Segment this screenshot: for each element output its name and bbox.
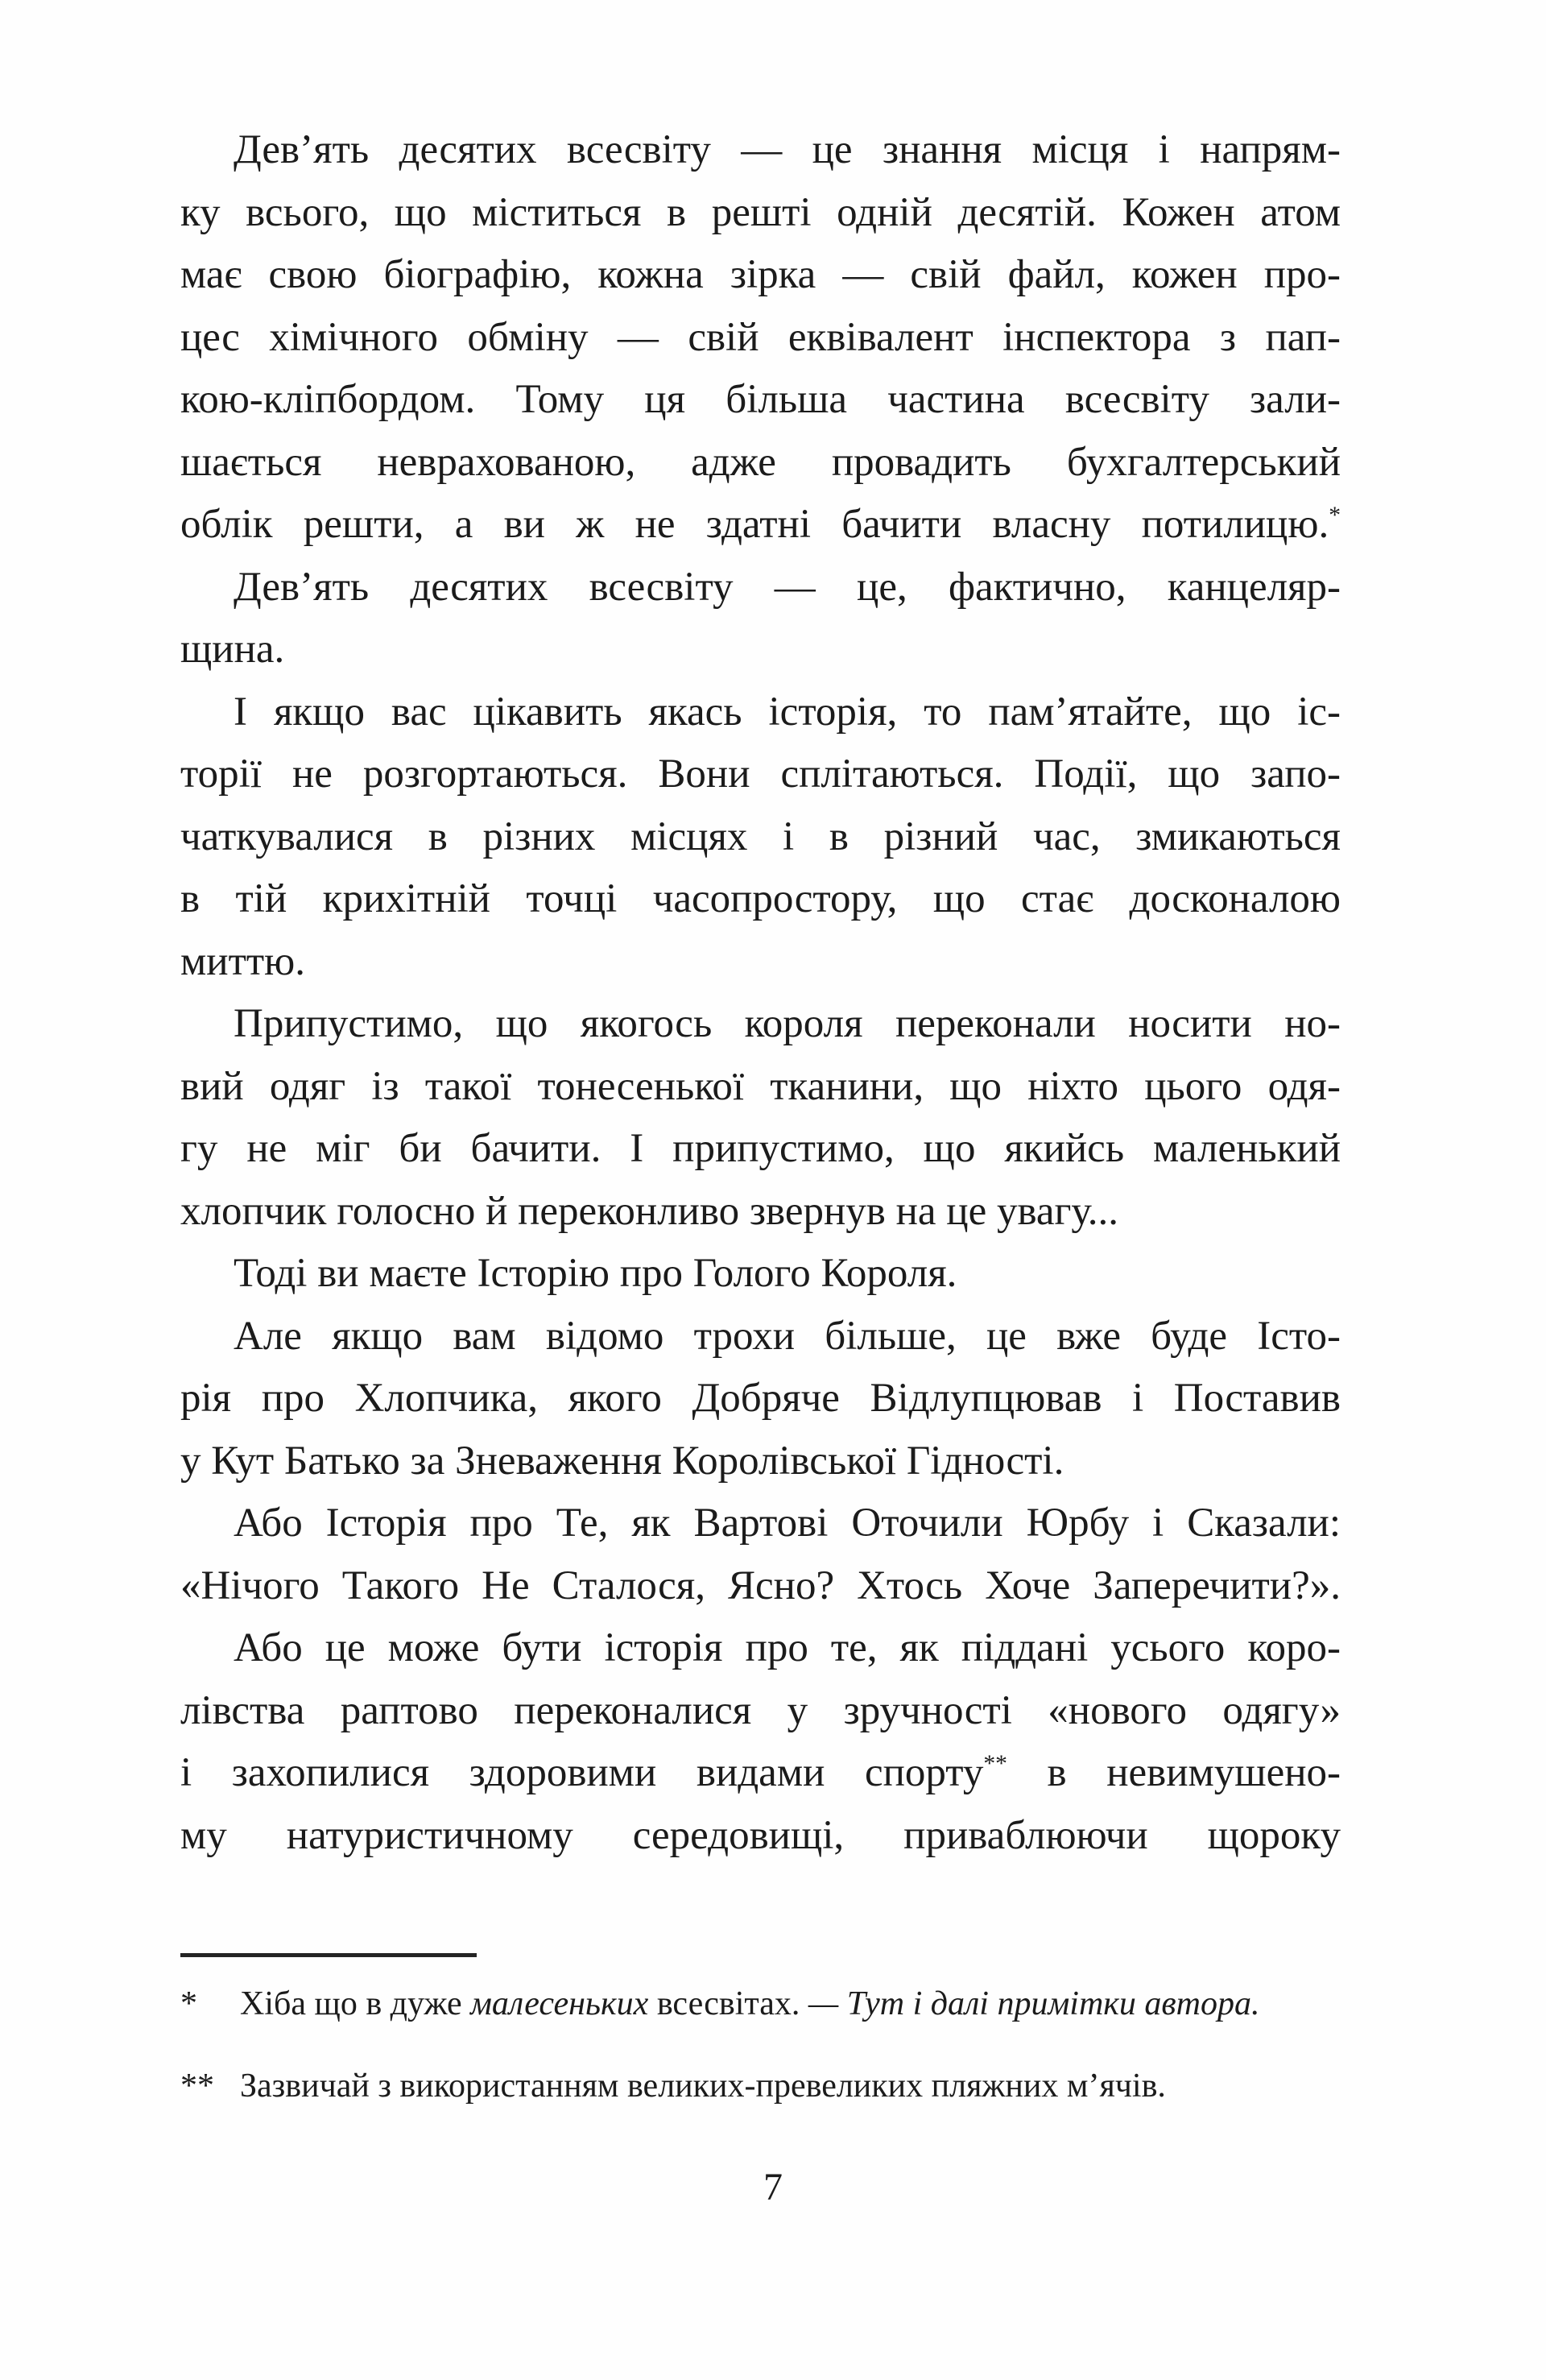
paragraph xyxy=(180,1617,1341,1867)
text-line xyxy=(180,1555,1341,1618)
text-segment: всесвітах. xyxy=(648,1985,808,2022)
text-line xyxy=(180,868,1341,931)
text-segment: хлопчик голосно й переконливо звернув на це увагу... xyxy=(180,1188,1119,1234)
text-segment: облік решти, а ви ж не здатні бачити власну потилицю. xyxy=(180,502,1329,547)
text-line xyxy=(180,557,1341,619)
text-segment: має свою біографію, кожна зірка — свій файл, кожен про- xyxy=(180,252,1341,297)
text-line xyxy=(180,307,1341,370)
text-segment: Дев’ять десятих всесвіту — це знання місця і напрям- xyxy=(234,127,1341,172)
paragraph xyxy=(180,681,1341,994)
text-segment: миттю. xyxy=(180,938,305,984)
text-segment: Або це може бути історія про те, як піддані усього коро- xyxy=(234,1625,1341,1670)
text-line xyxy=(180,681,1341,744)
text-line xyxy=(180,494,1341,557)
text-segment: І якщо вас цікавить якась історія, то пам’ятайте, що іс- xyxy=(234,689,1341,735)
paragraph xyxy=(180,119,1341,557)
text-line xyxy=(180,1742,1341,1805)
footnote-marker: ** xyxy=(180,2067,214,2105)
text-segment: Припустимо, що якогось короля переконали носити но- xyxy=(234,1001,1341,1046)
text-line xyxy=(180,619,1341,681)
text-segment: Зазвичай з використанням великих-превеликих пляжних м’ячів. xyxy=(240,2067,1166,2105)
footnote-marker: * xyxy=(180,1985,197,2022)
text-segment: вий одяг із такої тонесенької тканини, що ніхто цього одя- xyxy=(180,1063,1341,1109)
italic-text: малесеньких xyxy=(470,1985,649,2022)
text-segment: рія про Хлопчика, якого Добряче Відлупцював і Поставив xyxy=(180,1376,1341,1421)
text-line xyxy=(180,743,1341,806)
text-segment: кою-кліпбордом. Тому ця більша частина всесвіту зали- xyxy=(180,377,1341,422)
text-segment: лівства раптово переконалися у зручності «нового одягу» xyxy=(180,1687,1341,1733)
paragraph xyxy=(180,1492,1341,1617)
text-line xyxy=(180,432,1341,495)
paragraph xyxy=(180,993,1341,1243)
text-line xyxy=(180,1056,1341,1119)
text-segment: щина. xyxy=(180,627,285,672)
text-segment: Або Історія про Те, як Вартові Оточили Юрбу і Сказали: xyxy=(234,1500,1341,1546)
text-line xyxy=(180,1368,1341,1430)
text-segment: в тій крихітній точці часопростору, що стає досконалою xyxy=(180,876,1341,921)
text-segment: ку всього, що міститься в решті одній десятій. Кожен атом xyxy=(180,189,1341,235)
text-segment: Хіба що в дуже xyxy=(240,1985,471,2022)
footnote xyxy=(180,2062,1344,2110)
text-line xyxy=(180,993,1341,1056)
text-line xyxy=(180,931,1341,994)
text-segment: шається неврахованою, адже провадить бухгалтерський xyxy=(180,439,1341,485)
text-line xyxy=(180,244,1341,307)
text-segment: цес хімічного обміну — свій еквівалент інспектора з пап- xyxy=(180,314,1341,360)
footnote-separator xyxy=(180,1953,477,1957)
text-segment: в невимушено- xyxy=(1007,1750,1341,1795)
text-line xyxy=(180,1492,1341,1555)
text-line xyxy=(180,1680,1341,1743)
body-text xyxy=(180,119,1341,1867)
text-segment: «Нічого Такого Не Сталося, Ясно? Хтось Хоче Заперечити?». xyxy=(180,1563,1341,1608)
text-segment: Але якщо вам відомо трохи більше, це вже буде Істо- xyxy=(234,1313,1341,1359)
text-segment: Дев’ять десятих всесвіту — це, фактично, канцеляр- xyxy=(234,564,1341,610)
text-segment: торії не розгортаються. Вони сплітаються. Події, що запо- xyxy=(180,751,1341,797)
text-line xyxy=(180,119,1341,182)
text-segment: му натуристичному середовищі, приваблюючи щороку xyxy=(180,1812,1341,1858)
text-line xyxy=(180,1617,1341,1680)
footnote-marker-superscript: ** xyxy=(983,1751,1007,1777)
text-line xyxy=(180,1181,1341,1244)
italic-text: — Тут і далі примітки автора. xyxy=(808,1985,1260,2022)
text-line xyxy=(180,1306,1341,1368)
text-line xyxy=(180,182,1341,245)
text-segment: Тоді ви маєте Історію про Голого Короля. xyxy=(234,1251,957,1296)
footnote-marker-superscript: * xyxy=(1329,503,1341,528)
footnote-text xyxy=(240,2062,1344,2110)
footnote xyxy=(180,1980,1344,2028)
page-number: 7 xyxy=(763,2166,783,2208)
text-line xyxy=(180,1118,1341,1181)
footnotes xyxy=(180,1980,1344,2144)
paragraph xyxy=(180,1306,1341,1493)
text-segment: у Кут Батько за Зневаження Королівської Гідності. xyxy=(180,1438,1064,1484)
text-line xyxy=(180,1430,1341,1493)
text-segment: чаткувалися в різних місцях і в різний час, змикаються xyxy=(180,813,1341,859)
text-line xyxy=(180,1243,1341,1306)
text-line xyxy=(180,369,1341,432)
footnote-text xyxy=(240,1980,1344,2028)
text-segment: гу не міг би бачити. І припустимо, що якийсь маленький xyxy=(180,1126,1341,1171)
paragraph xyxy=(180,557,1341,681)
text-line xyxy=(180,806,1341,869)
paragraph xyxy=(180,1243,1341,1306)
text-line xyxy=(180,1805,1341,1868)
text-segment: і захопилися здоровими видами спорту xyxy=(180,1750,984,1795)
